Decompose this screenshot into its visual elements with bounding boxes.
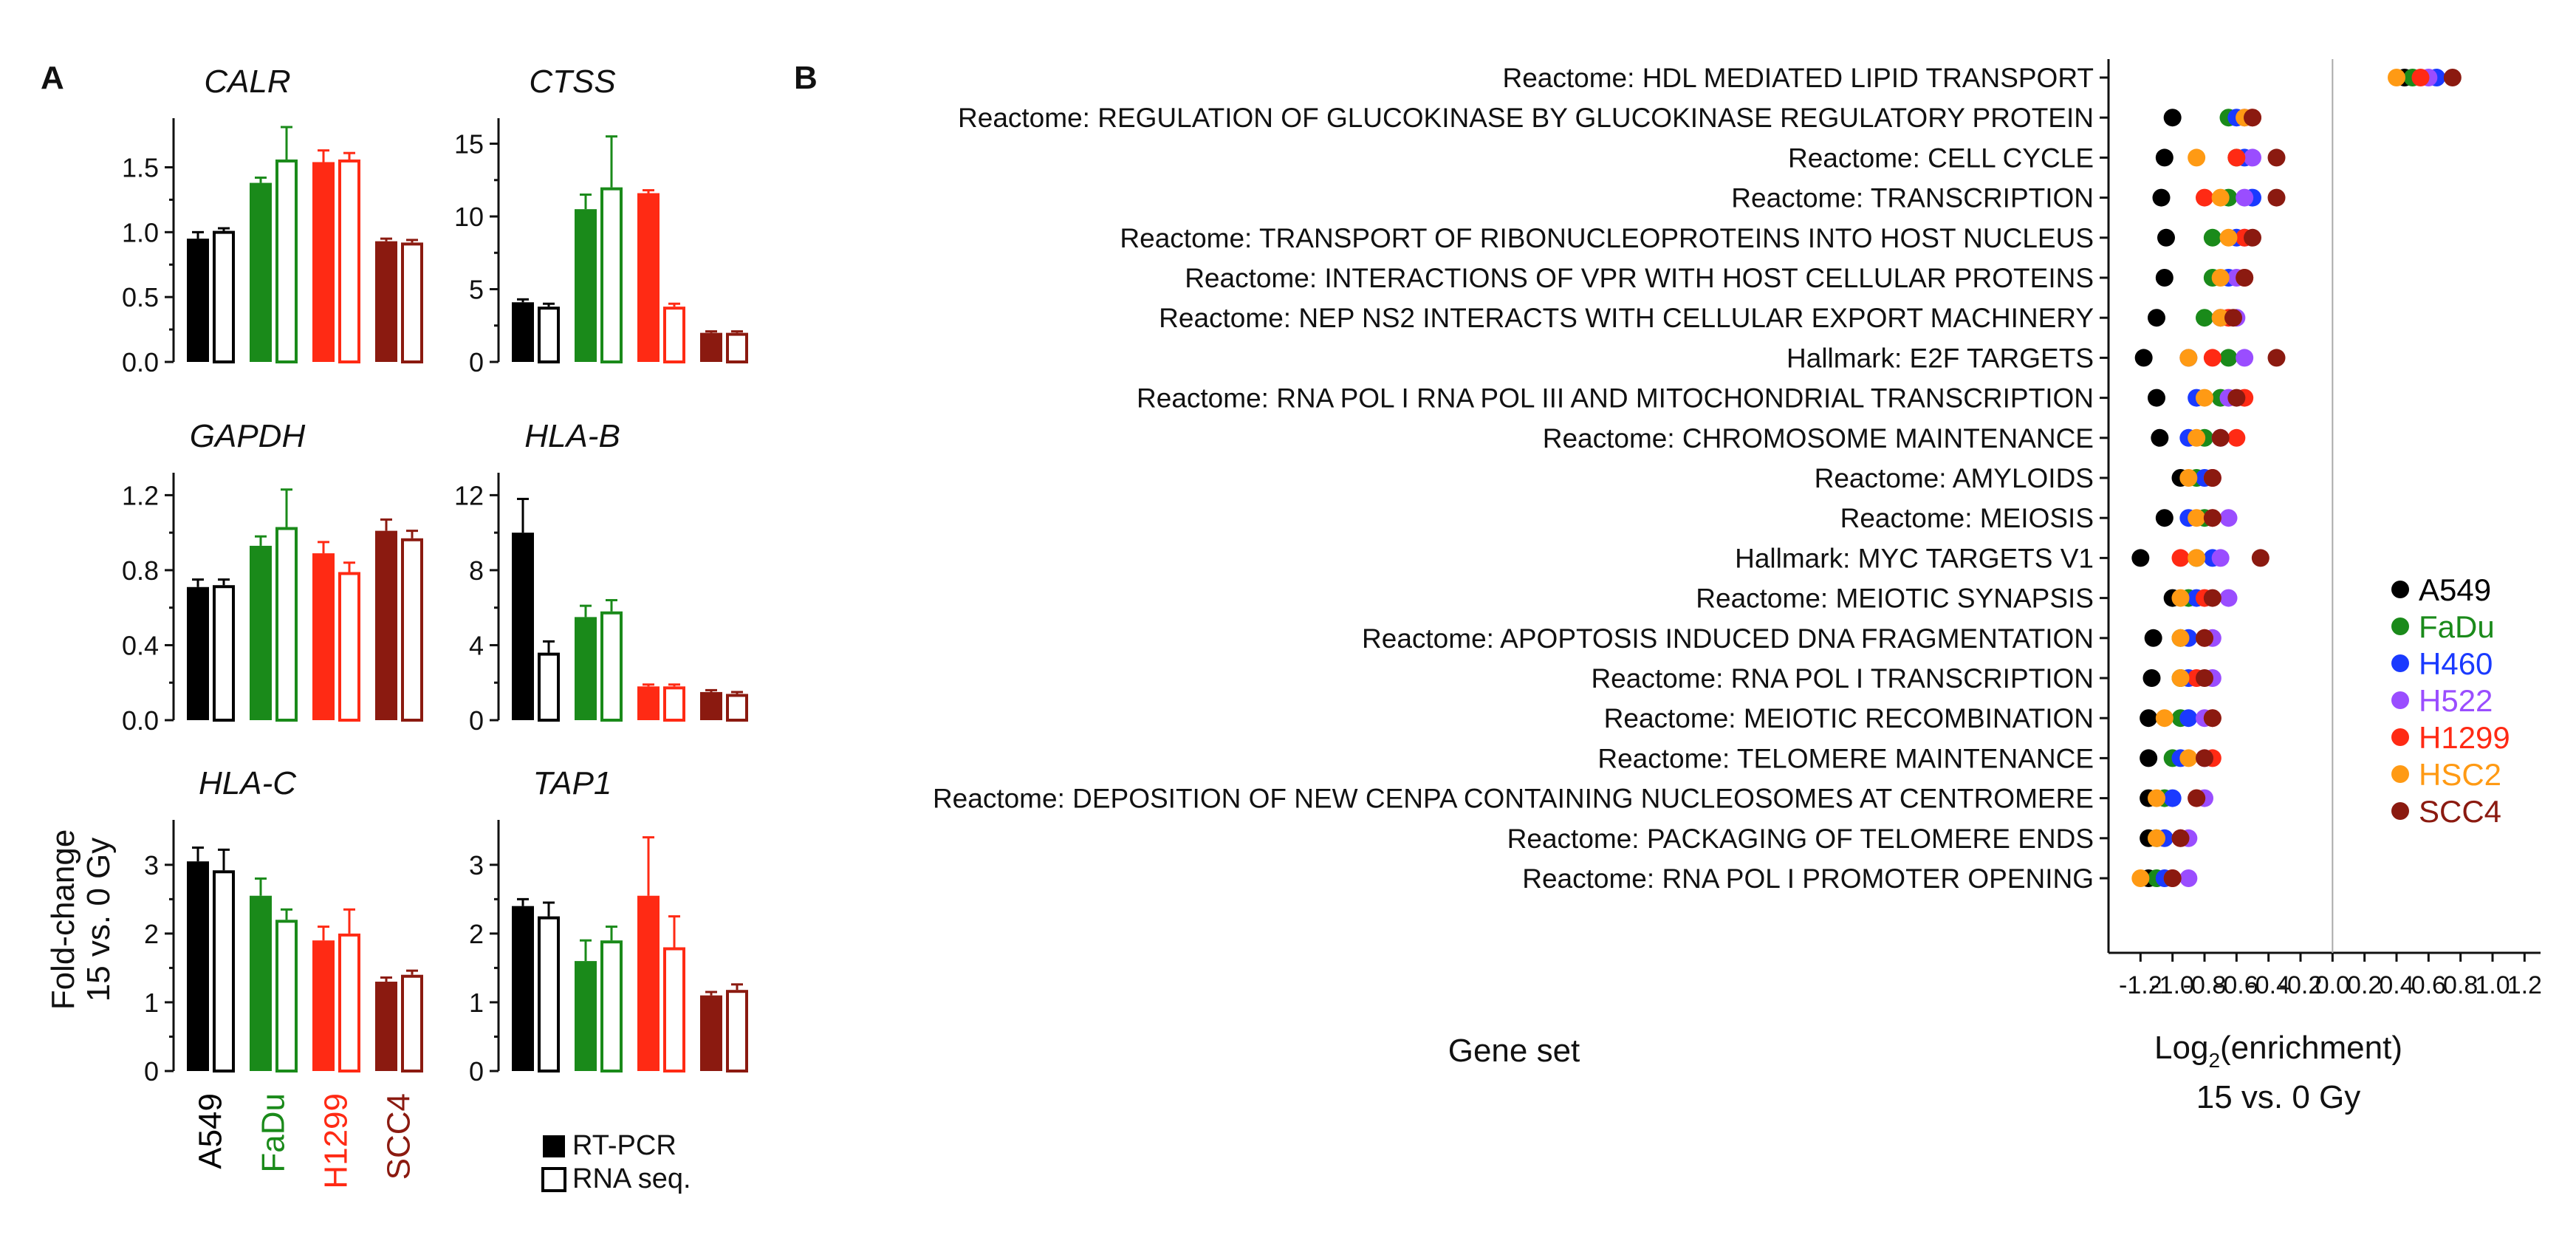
dot-fadu <box>2196 309 2213 326</box>
dot-scc4 <box>2268 349 2286 366</box>
dot-hsc2 <box>2172 629 2190 647</box>
panel-a-bar-charts <box>122 64 747 1189</box>
dot-scc4 <box>2224 309 2242 326</box>
panel-b-label: B <box>794 60 818 96</box>
y-tick-label: 10 <box>453 202 484 233</box>
legend-dot-hsc2 <box>2391 765 2409 783</box>
dot-scc4 <box>2244 109 2261 126</box>
x-tick-label: 0.8 <box>2443 971 2479 999</box>
y-tick-label: 0 <box>468 347 484 377</box>
legend-label-h1299: H1299 <box>2419 720 2510 755</box>
legend-label-a549: A549 <box>2419 572 2492 607</box>
dot-a549 <box>2164 109 2182 126</box>
dot-a549 <box>2140 709 2157 727</box>
bar-chart-tap1 <box>469 765 747 1087</box>
chart-title-tap1: TAP1 <box>532 765 612 801</box>
y-tick-label: 1.5 <box>121 152 159 183</box>
rtpcr-bar-a549 <box>512 906 534 1071</box>
dot-scc4 <box>2204 469 2222 487</box>
dot-scc4 <box>2172 829 2190 847</box>
dot-scc4 <box>2268 189 2286 207</box>
gene-set-label: Reactome: MEIOTIC RECOMBINATION <box>1603 703 2094 734</box>
panel-b-x-axis-title <box>2154 1030 2402 1072</box>
gene-set-label: Reactome: TELOMERE MAINTENANCE <box>1597 743 2094 774</box>
y-tick-label: 0.5 <box>121 282 159 313</box>
x-tick-label: 1.0 <box>2475 971 2510 999</box>
chart-title-gapdh: GAPDH <box>189 418 306 454</box>
y-tick-label: 0.8 <box>121 555 159 586</box>
rtpcr-bar-a549 <box>512 302 534 362</box>
chart-title-ctss: CTSS <box>529 64 616 100</box>
bar-chart-hla-b <box>454 418 747 736</box>
dot-scc4 <box>2196 629 2213 647</box>
x-tick-label: -0.2 <box>2278 971 2323 999</box>
legend-label-scc4: SCC4 <box>2419 794 2502 829</box>
dot-a549 <box>2145 629 2162 647</box>
y-tick-label: 2 <box>143 918 159 949</box>
y-tick-label: 15 <box>453 129 484 160</box>
dot-scc4 <box>2236 269 2253 287</box>
dot-scc4 <box>2244 229 2261 247</box>
gene-set-label: Reactome: NEP NS2 INTERACTS WITH CELLULAR EXPORT MACHINERY <box>1159 303 2094 334</box>
dot-hsc2 <box>2388 69 2405 86</box>
dot-scc4 <box>2188 790 2205 807</box>
rnaseq-bar-a549 <box>214 233 233 362</box>
dot-scc4 <box>2196 749 2213 767</box>
dot-hsc2 <box>2212 269 2230 287</box>
dot-h522 <box>2179 869 2197 887</box>
dot-scc4 <box>2164 869 2182 887</box>
rtpcr-bar-h1299 <box>312 162 335 362</box>
rnaseq-bar-h1299 <box>665 688 684 720</box>
dot-hsc2 <box>2156 709 2174 727</box>
dot-hsc2 <box>2179 749 2197 767</box>
rnaseq-bar-scc4 <box>727 695 747 720</box>
dot-h460 <box>2179 709 2197 727</box>
rnaseq-bar-a549 <box>214 872 233 1071</box>
gene-set-label: Reactome: RNA POL I RNA POL III AND MITOCHONDRIAL TRANSCRIPTION <box>1137 383 2094 414</box>
chart-title-hla-b: HLA-B <box>524 418 620 454</box>
y-tick-label: 5 <box>468 274 484 305</box>
legend-dot-a549 <box>2391 581 2409 598</box>
legend-open-swatch <box>543 1169 565 1191</box>
dot-hsc2 <box>2172 669 2190 687</box>
dot-hsc2 <box>2196 389 2213 407</box>
dot-hsc2 <box>2188 509 2205 527</box>
rnaseq-bar-h1299 <box>665 308 684 362</box>
dot-h522 <box>2220 589 2238 607</box>
rtpcr-bar-fadu <box>250 183 272 362</box>
rtpcr-bar-scc4 <box>375 531 397 720</box>
rtpcr-bar-h1299 <box>637 686 660 720</box>
rtpcr-bar-fadu <box>575 617 597 720</box>
y-tick-label: 0.0 <box>121 347 159 377</box>
x-tick-label: 0.6 <box>2411 971 2446 999</box>
rtpcr-bar-scc4 <box>375 982 397 1071</box>
x-axis-title-main: Log <box>2154 1030 2209 1066</box>
rtpcr-bar-scc4 <box>700 692 722 720</box>
y-tick-label: 1.2 <box>121 480 159 511</box>
dot-a549 <box>2156 509 2174 527</box>
dot-scc4 <box>2212 429 2230 447</box>
x-tick-label: 0.0 <box>2315 971 2350 999</box>
legend-dot-h1299 <box>2391 728 2409 746</box>
dot-scc4 <box>2196 669 2213 687</box>
dot-a549 <box>2157 229 2175 247</box>
dot-a549 <box>2140 749 2157 767</box>
chart-title-calr: CALR <box>204 64 291 100</box>
x-category-label-a549: A549 <box>192 1093 229 1169</box>
dot-h460 <box>2164 790 2182 807</box>
rtpcr-bar-scc4 <box>700 333 722 362</box>
legend-label-hsc2: HSC2 <box>2419 757 2502 792</box>
gene-set-label: Reactome: CHROMOSOME MAINTENANCE <box>1542 422 2094 454</box>
dot-h1299 <box>2204 349 2222 366</box>
y-tick-label: 4 <box>468 630 484 661</box>
rtpcr-bar-a549 <box>512 533 534 720</box>
rnaseq-bar-h1299 <box>665 949 684 1072</box>
x-tick-label: -0.8 <box>2182 971 2227 999</box>
dot-scc4 <box>2227 389 2245 407</box>
rnaseq-bar-scc4 <box>402 540 422 720</box>
panel-b-legend <box>2391 572 2510 829</box>
dot-hsc2 <box>2220 229 2238 247</box>
panel-a-legend <box>543 1130 691 1194</box>
gene-set-label: Reactome: CELL CYCLE <box>1787 143 2094 174</box>
y-tick-label: 3 <box>468 849 484 880</box>
dot-h522 <box>2236 349 2253 366</box>
dot-a549 <box>2156 148 2174 166</box>
rnaseq-bar-fadu <box>277 161 296 362</box>
gene-set-label: Reactome: MEIOTIC SYNAPSIS <box>1696 583 2094 614</box>
panel-a-label: A <box>41 60 64 96</box>
rtpcr-bar-a549 <box>187 861 209 1071</box>
dot-a549 <box>2135 349 2153 366</box>
dot-h522 <box>2244 148 2261 166</box>
dot-h1299 <box>2227 148 2245 166</box>
legend-dot-h460 <box>2391 654 2409 672</box>
rnaseq-bar-h1299 <box>340 573 359 720</box>
dot-scc4 <box>2268 148 2286 166</box>
dot-h1299 <box>2196 189 2213 207</box>
dot-a549 <box>2143 669 2161 687</box>
dot-h522 <box>2236 189 2253 207</box>
dot-hsc2 <box>2179 469 2197 487</box>
x-axis-title-subscript: 2 <box>2208 1049 2221 1072</box>
legend-filled-label: RT-PCR <box>572 1130 676 1161</box>
panel-b-x-axis-title-line2: 15 vs. 0 Gy <box>2196 1079 2361 1115</box>
y-tick-label: 0.4 <box>121 630 159 661</box>
rnaseq-bar-fadu <box>602 613 621 720</box>
rnaseq-bar-a549 <box>214 586 233 720</box>
panel-a-y-axis-title <box>45 829 117 1010</box>
x-tick-label: 1.2 <box>2507 971 2542 999</box>
bar-chart-gapdh <box>122 418 422 736</box>
rnaseq-bar-scc4 <box>402 244 422 362</box>
chart-title-hla-c: HLA-C <box>198 765 297 801</box>
panel-b-y-axis-title: Gene set <box>1448 1033 1580 1069</box>
y-tick-label: 12 <box>453 480 484 511</box>
dot-scc4 <box>2204 709 2222 727</box>
rtpcr-bar-fadu <box>575 209 597 362</box>
rnaseq-bar-h1299 <box>340 161 359 362</box>
dot-hsc2 <box>2179 349 2197 366</box>
gene-set-label: Reactome: TRANSPORT OF RIBONUCLEOPROTEINS INTO HOST NUCLEUS <box>1120 222 2094 253</box>
rnaseq-bar-h1299 <box>340 935 359 1071</box>
dot-h1299 <box>2172 549 2190 567</box>
gene-set-label: Hallmark: MYC TARGETS V1 <box>1735 543 2094 574</box>
y-tick-label: 2 <box>468 918 484 949</box>
x-tick-label: -1.0 <box>2151 971 2194 999</box>
gene-set-label: Reactome: RNA POL I TRANSCRIPTION <box>1591 663 2094 694</box>
dot-h1299 <box>2412 69 2430 86</box>
dot-hsc2 <box>2148 829 2165 847</box>
dot-h522 <box>2220 509 2238 527</box>
x-tick-label: 0.4 <box>2379 971 2414 999</box>
rtpcr-bar-fadu <box>250 546 272 720</box>
gene-set-label: Reactome: AMYLOIDS <box>1814 463 2094 493</box>
gene-set-label: Reactome: DEPOSITION OF NEW CENPA CONTAINING NUCLEOSOMES AT CENTROMERE <box>932 783 2094 814</box>
legend-dot-fadu <box>2391 618 2409 635</box>
rnaseq-bar-fadu <box>277 921 296 1071</box>
gene-set-label: Reactome: TRANSCRIPTION <box>1731 182 2094 213</box>
dot-a549 <box>2156 269 2174 287</box>
y-tick-label: 0.0 <box>121 705 159 736</box>
y-tick-label: 8 <box>468 555 484 586</box>
dot-hsc2 <box>2188 429 2205 447</box>
gene-set-label: Reactome: HDL MEDIATED LIPID TRANSPORT <box>1502 63 2094 93</box>
dot-scc4 <box>2444 69 2462 86</box>
legend-dot-h522 <box>2391 691 2409 709</box>
dot-a549 <box>2131 549 2149 567</box>
gene-set-label: Reactome: INTERACTIONS OF VPR WITH HOST CELLULAR PROTEINS <box>1185 263 2094 293</box>
legend-label-h522: H522 <box>2419 683 2493 718</box>
dot-a549 <box>2148 389 2165 407</box>
panel-b-dot-plot <box>933 59 2542 999</box>
dot-hsc2 <box>2148 790 2165 807</box>
rnaseq-bar-scc4 <box>727 335 747 362</box>
rtpcr-bar-h1299 <box>312 940 335 1071</box>
rtpcr-bar-a549 <box>187 587 209 720</box>
y-tick-label: 0 <box>143 1056 159 1087</box>
dot-fadu <box>2204 229 2222 247</box>
legend-label-h460: H460 <box>2419 646 2493 681</box>
rtpcr-bar-fadu <box>250 896 272 1071</box>
rnaseq-bar-a549 <box>539 308 558 362</box>
rnaseq-bar-a549 <box>539 654 558 720</box>
y-tick-label: 1 <box>143 987 159 1018</box>
rtpcr-bar-scc4 <box>375 242 397 362</box>
x-category-label-h1299: H1299 <box>318 1093 354 1189</box>
x-tick-label: -0.6 <box>2215 971 2258 999</box>
dot-hsc2 <box>2172 589 2190 607</box>
rtpcr-bar-a549 <box>187 239 209 362</box>
dot-h1299 <box>2227 429 2245 447</box>
panel-a-y-axis-label-line2: 15 vs. 0 Gy <box>80 837 117 1002</box>
rtpcr-bar-h1299 <box>637 194 660 362</box>
rtpcr-bar-h1299 <box>312 553 335 720</box>
dot-scc4 <box>2204 589 2222 607</box>
y-tick-label: 0 <box>468 705 484 736</box>
rnaseq-bar-scc4 <box>727 991 747 1071</box>
gene-set-label: Reactome: APOPTOSIS INDUCED DNA FRAGMENTATION <box>1362 623 2094 654</box>
y-tick-label: 1 <box>468 987 484 1018</box>
y-tick-label: 1.0 <box>121 217 159 248</box>
y-tick-label: 0 <box>468 1056 484 1087</box>
x-category-label-scc4: SCC4 <box>380 1093 417 1180</box>
x-axis-title-rest: (enrichment) <box>2220 1030 2402 1066</box>
dot-fadu <box>2220 349 2238 366</box>
dot-a549 <box>2153 189 2171 207</box>
gene-set-label: Reactome: MEIOSIS <box>1840 503 2094 534</box>
bar-chart-hla-c <box>144 765 422 1087</box>
bar-chart-ctss <box>454 64 747 377</box>
x-category-label-fadu: FaDu <box>255 1093 292 1173</box>
gene-set-label: Reactome: PACKAGING OF TELOMERE ENDS <box>1507 823 2094 854</box>
rnaseq-bar-a549 <box>539 918 558 1071</box>
gene-set-label: Hallmark: E2F TARGETS <box>1787 343 2094 374</box>
dot-a549 <box>2148 309 2165 326</box>
dot-hsc2 <box>2131 869 2149 887</box>
x-tick-label: -0.4 <box>2247 971 2290 999</box>
rnaseq-bar-fadu <box>277 529 296 720</box>
dot-scc4 <box>2252 549 2270 567</box>
rnaseq-bar-fadu <box>602 189 621 362</box>
dot-h522 <box>2212 549 2230 567</box>
rtpcr-bar-fadu <box>575 961 597 1071</box>
legend-filled-swatch <box>543 1135 565 1157</box>
legend-dot-scc4 <box>2391 802 2409 820</box>
x-tick-label: -1.2 <box>2119 971 2162 999</box>
y-tick-label: 3 <box>143 849 159 880</box>
panel-a-y-axis-label-line1: Fold-change <box>45 829 81 1010</box>
bar-chart-calr <box>122 64 422 377</box>
dot-a549 <box>2151 429 2168 447</box>
dot-scc4 <box>2204 509 2222 527</box>
rnaseq-bar-scc4 <box>402 976 422 1071</box>
rtpcr-bar-h1299 <box>637 896 660 1071</box>
gene-set-label: Reactome: REGULATION OF GLUCOKINASE BY GLUCOKINASE REGULATORY PROTEIN <box>958 103 2094 134</box>
dot-hsc2 <box>2188 148 2205 166</box>
legend-open-label: RNA seq. <box>572 1163 691 1194</box>
gene-set-label: Reactome: RNA POL I PROMOTER OPENING <box>1522 863 2094 894</box>
x-tick-label: 0.2 <box>2347 971 2383 999</box>
rtpcr-bar-scc4 <box>700 996 722 1071</box>
legend-label-fadu: FaDu <box>2419 609 2495 644</box>
dot-hsc2 <box>2212 189 2230 207</box>
rnaseq-bar-fadu <box>602 942 621 1071</box>
dot-hsc2 <box>2188 549 2205 567</box>
